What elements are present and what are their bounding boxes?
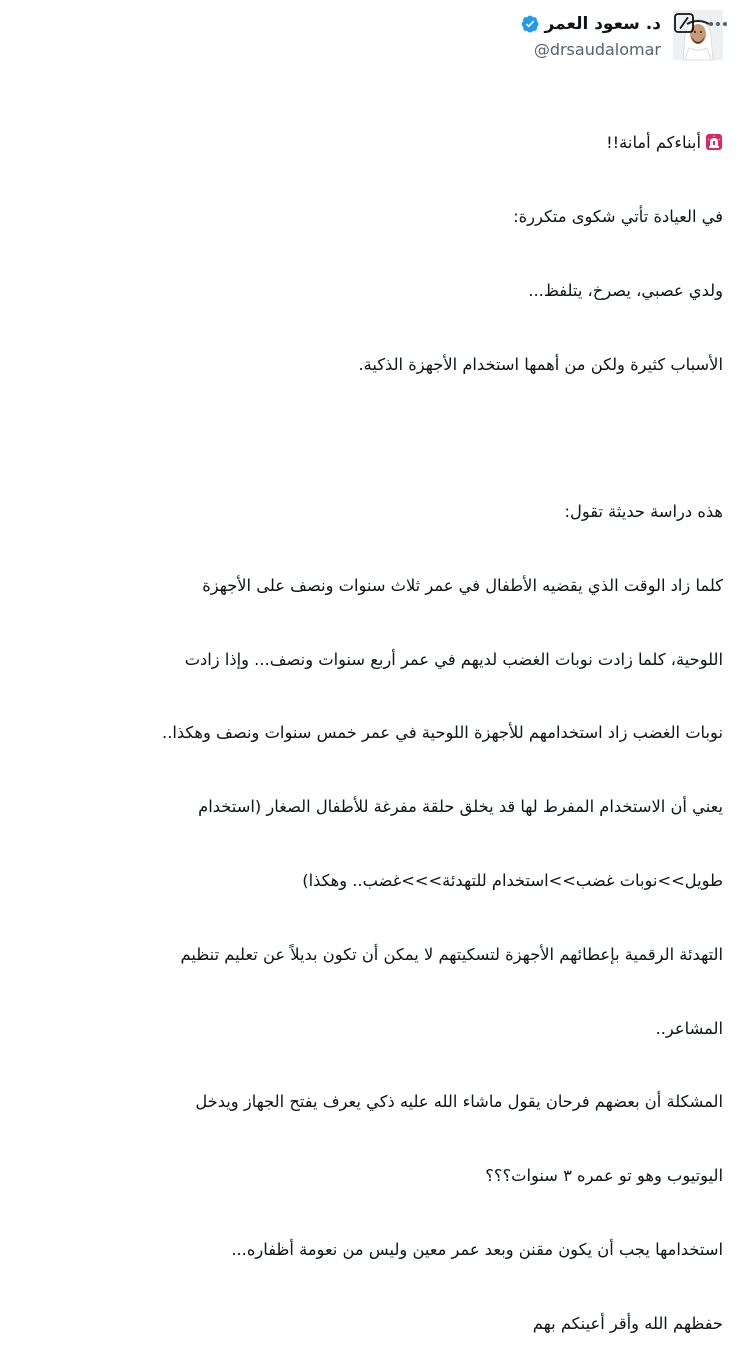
tweet-line-2: ولدي عصبي، يصرخ، يتلفظ... xyxy=(528,280,723,300)
tweet-line-9: يعني أن الاستخدام المفرط لها قد يخلق حلقة مفرغة للأطفال الصغار (استخدام xyxy=(198,797,723,817)
tweet-line-0 xyxy=(15,131,723,156)
tweet-line-14: اليوتيوب وهو تو عمره ٣ سنوات؟؟؟ xyxy=(485,1166,723,1186)
tweet-line-6: كلما زاد الوقت الذي يقضيه الأطفال في عمر ثلاث سنوات ونصف على الأجهزة xyxy=(202,575,723,595)
tweet-line-1: في العيادة تأتي شكوى متكررة: xyxy=(513,206,723,226)
siren-emoji-icon xyxy=(705,133,723,151)
author-block xyxy=(520,12,662,62)
tweet-line-12: المشاعر.. xyxy=(655,1018,723,1038)
tweet-line-16: حفظهم الله وأقر أعينكم بهم xyxy=(532,1313,723,1333)
tweet-line-4 xyxy=(15,426,723,451)
verified-badge-icon[interactable] xyxy=(520,14,540,34)
tweet-line-11: التهدئة الرقمية بإعطائهم الأجهزة لتسكيتهم لا يمكن أن تكون بديلاً عن تعليم تنظيم xyxy=(180,944,723,964)
tweet-line-10: طويل>>نوبات غضب>>استخدام للتهدئة>>>غضب.. وهكذا) xyxy=(302,871,723,890)
tweet-line-8: نوبات الغضب زاد استخدامهم للأجهزة اللوحية في عمر خمس سنوات ونصف وهكذا.. xyxy=(162,723,723,743)
author-name-row[interactable] xyxy=(520,12,662,36)
author-display-name[interactable]: د. سعود العمر xyxy=(544,14,661,34)
tweet-text xyxy=(15,82,723,1361)
more-options-icon[interactable] xyxy=(706,14,730,34)
author-handle[interactable]: @drsaudalomar xyxy=(533,40,661,59)
tweet-line-3: الأسباب كثيرة ولكن من أهمها استخدام الأجهزة الذكية. xyxy=(358,354,723,374)
tweet-line-15: استخدامها يجب أن يكون مقنن وبعد عمر معين وليس من نعومة أظفاره... xyxy=(231,1239,723,1259)
tweet-header xyxy=(0,0,741,78)
tweet-line-5: هذه دراسة حديثة تقول: xyxy=(564,502,723,522)
tweet-line-7: اللوحية، كلما زادت نوبات الغضب لديهم في عمر أربع سنوات ونصف... وإذا زادت xyxy=(184,649,723,669)
tweet-line-text-0: أبناءكم أمانة!! xyxy=(606,133,701,153)
tweet-line-13: المشكلة أن بعضهم فرحان يقول ماشاء الله عليه ذكي يعرف يفتح الجهاز ويدخل xyxy=(195,1092,723,1112)
grok-icon[interactable] xyxy=(673,12,695,34)
